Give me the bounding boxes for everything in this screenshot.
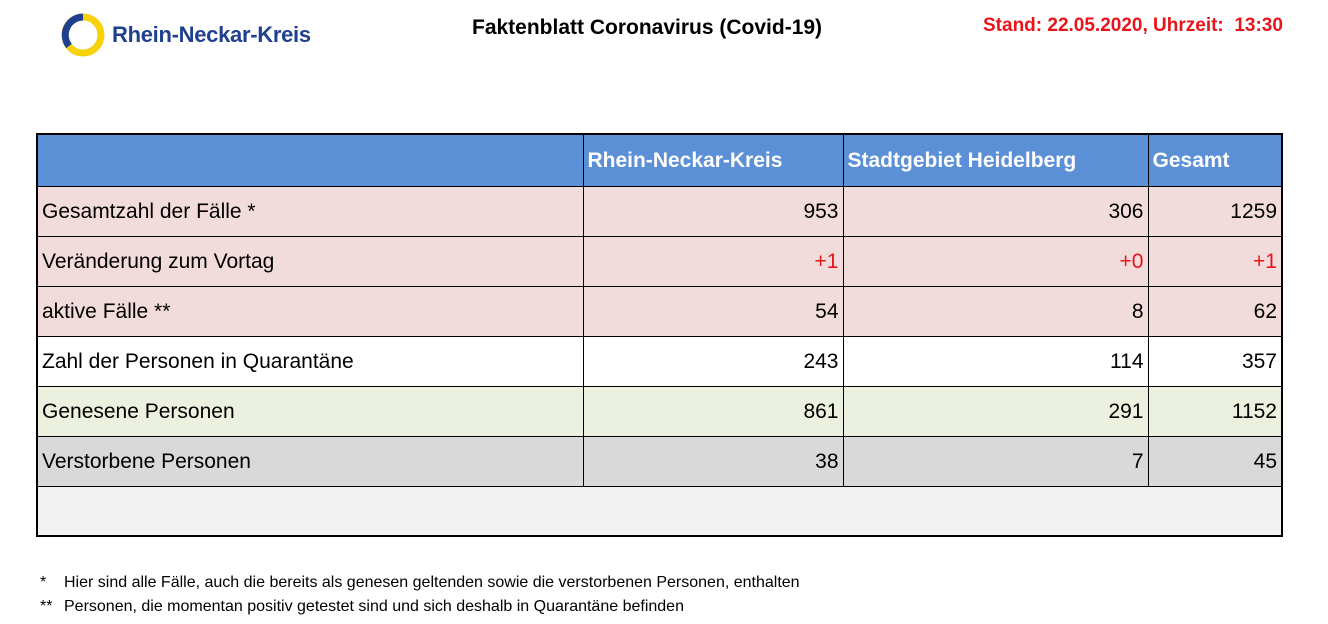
value-rnk: 38 [583,437,843,487]
logo-text: Rhein-Neckar-Kreis [112,22,311,47]
header-cell-label [37,134,583,187]
value-total: 357 [1148,337,1282,387]
table-row [37,387,1282,437]
value-total: +1 [1148,237,1282,287]
footnote-mark: ** [40,598,53,615]
blank-cell [37,487,1282,537]
row-label: aktive Fälle ** [37,287,583,337]
value-rnk: 243 [583,337,843,387]
value-heidelberg: 291 [843,387,1148,437]
row-label: Gesamtzahl der Fälle * [37,187,583,237]
row-label: Genesene Personen [37,387,583,437]
value-heidelberg: 114 [843,337,1148,387]
footnote-text: Hier sind alle Fälle, auch die bereits als genesen geltenden sowie die verstorbenen Personen, enthalten [64,574,800,591]
row-label: Veränderung zum Vortag [37,237,583,287]
facts-table [36,133,1283,537]
value-rnk: 953 [583,187,843,237]
value-heidelberg: +0 [843,237,1148,287]
table-row [37,237,1282,287]
value-total: 1152 [1148,387,1282,437]
footnotes [40,571,800,619]
table-row [37,437,1282,487]
footnote-mark: * [40,574,47,591]
value-heidelberg: 8 [843,287,1148,337]
table-row [37,187,1282,237]
value-total: 1259 [1148,187,1282,237]
logo [60,12,311,58]
footnote-text: Personen, die momentan positiv getestet sind und sich deshalb in Quarantäne befinden [64,598,684,615]
row-label: Verstorbene Personen [37,437,583,487]
status-timestamp: Stand: 22.05.2020, Uhrzeit: 13:30 [983,15,1283,36]
table-blank-row [37,487,1282,537]
value-heidelberg: 306 [843,187,1148,237]
value-rnk: 861 [583,387,843,437]
value-rnk: +1 [583,237,843,287]
value-heidelberg: 7 [843,437,1148,487]
value-total: 62 [1148,287,1282,337]
footnote [40,571,800,595]
header-cell-heidelberg: Stadtgebiet Heidelberg [843,134,1148,187]
footnote [40,595,800,619]
value-total: 45 [1148,437,1282,487]
table-header-row [37,134,1282,187]
value-rnk: 54 [583,287,843,337]
row-label: Zahl der Personen in Quarantäne [37,337,583,387]
page-title: Faktenblatt Coronavirus (Covid-19) [472,16,823,39]
table-row [37,287,1282,337]
header-cell-total: Gesamt [1148,134,1282,187]
table-row [37,337,1282,387]
logo-ring-icon [60,12,106,58]
header-cell-rnk: Rhein-Neckar-Kreis [583,134,843,187]
